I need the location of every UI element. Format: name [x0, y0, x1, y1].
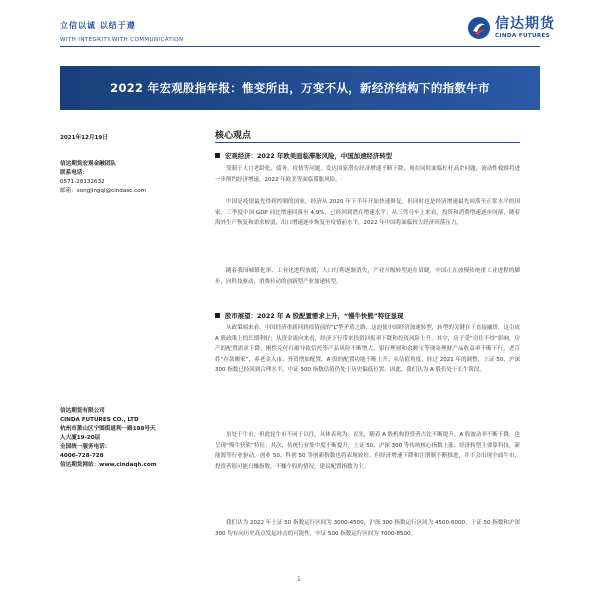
logo-cn: 信达期货	[495, 16, 555, 32]
report-title: 2022 年宏观股指年报：惟变所由，万变不从，新经济结构下的指数牛市	[110, 81, 490, 95]
hotline-number: 4006-728-728	[60, 453, 104, 459]
header-slogan	[60, 20, 183, 43]
section-heading-stock	[215, 311, 403, 320]
company-address-1: 杭州市萧山区宁围街道利一路188号天	[60, 426, 156, 432]
company-name: 信达期货有限公司	[60, 408, 105, 414]
core-title: 核心观点	[215, 131, 252, 141]
paragraph: 从政策端来看，中国经济重新回到疫情前的“L”型矛盾之路，这迫使中国经济加速转型，转型的关键在于直接融资，这引成 A 股政策上的长期利好；从资金流向来看，经济下行带来投资回报率下降和投资风险上升，其中，房子受“房住不炒”影响，房产的配置需求下降，刚性兑付打破导致信托等产品风险不断增大，银行理财和余额宝等现金理财产品收益率不断下行，老百姓“存款搬家”，养老金入市、外资增加配置，A 股的配置功能不断上升；从估值角度，经过 2021 年的调整，上证 50、沪深 300 指数已经回到合理水平，中证 500 指数估值仍处于历史偏低位置。因此，我们认为 A 股仍处于长牛阶段。	[215, 325, 520, 373]
paragraph: 随着我国城镇化率、工业化进程放缓，人口红利逐渐消失，产业升级转型迫在眉睫，中国正在放慢传统重工业进程的脚步，向科技驱动、消费拉动的创新型产业加速转型。	[215, 268, 520, 285]
core-divider	[215, 142, 520, 143]
section-heading-macro	[215, 151, 392, 160]
section-heading-text: 股市展望：2022 年 A 股配置需求上升，“慢牛快熊”特征显现	[225, 312, 404, 320]
slogan-en: WITH INTEGRITY.WITH COMMUNICATION	[60, 37, 184, 43]
title-banner	[60, 66, 540, 110]
team-contact	[60, 160, 180, 196]
paragraph: 我们认为 2022 年上证 50 指数运行区间为 3000-4500，沪深 300 指数运行区间为 4500-6000，上证 50 指数和沪深 300 均有向历史高点发起冲击的可能性，中证 500 指数运行区间为 7000-8500。	[215, 520, 520, 537]
core-header	[215, 128, 520, 141]
slogan-cn: 立信以诚 以结于遵	[60, 21, 136, 30]
section-bullet-icon	[215, 153, 220, 158]
phone-number: 0571-28132632	[60, 179, 105, 185]
company-website: 信达期货网站：www.cindaqh.com	[60, 462, 157, 468]
company-address-2: 人大厦19-20层	[60, 435, 101, 441]
team-name: 信达期货宏观金融团队	[60, 161, 116, 167]
header-divider	[60, 46, 540, 47]
paragraph: 受制于人口老龄化、债务、疫情等问题，发达国家潜在经济增速不断下降，现在同时面临杠杆高企问题，流动性救赎将进一步削约经济增速，2022 年欧美等面临滞胀风险。	[215, 166, 520, 183]
paragraph: 中国是疫情最先得到控制的国家，经济从 2020 年下半年开始快速修复，但同时也是经济增速最先回落至正常水平的国家，三季度中国 GDP 同比增速回落至 4.9%，已经回到潜在增速水平；从三驾马车上来看，投资和消费增速逐步回落，随着海外生产恢复和需求转弱，出口增速逐步恢复至疫情前水平，2022 年中国将面临较大经济回落压力。	[215, 199, 520, 226]
paragraph: 虽处于牛市，但此轮牛市不同于以往，具体表现为：首先，随着 A 股机构投资者占比不断提升，A 股波动率不断下降，也呈现“慢牛快熊”特征；其次，传统行业集中度不断提升，上证 50、沪深 300 等传统核心指数上涨；经济转型主要靠科技，新能源等行业驱动，创业 50、科创 50 等创新指数也将表现较好。但经济增速下降和注册制不断推进，并不会出现全面牛市，投资者很可能只赚指数，不赚个股的情况，建议配置指数为主。	[215, 432, 520, 470]
page-number: 1	[297, 576, 301, 583]
hotline-label: 全国统一服务电话：	[60, 444, 111, 450]
logo-en: CINDA FUTURES	[495, 33, 551, 39]
company-info	[60, 407, 180, 470]
cinda-logo-icon	[467, 16, 491, 40]
company-logo	[467, 16, 555, 40]
phone-label: 联系电话：	[60, 170, 88, 176]
email-line: 邮箱：songjingqi@cindasc.com	[60, 188, 146, 194]
report-date: 2021年12月19日	[60, 135, 108, 141]
section-heading-text: 宏观经济：2022 年欧美面临滞胀风险，中国加速经济转型	[225, 152, 392, 160]
logo-text	[495, 17, 555, 39]
section-bullet-icon	[215, 313, 220, 318]
company-name-en: CINDA FUTURES CO., LTD	[60, 417, 139, 423]
